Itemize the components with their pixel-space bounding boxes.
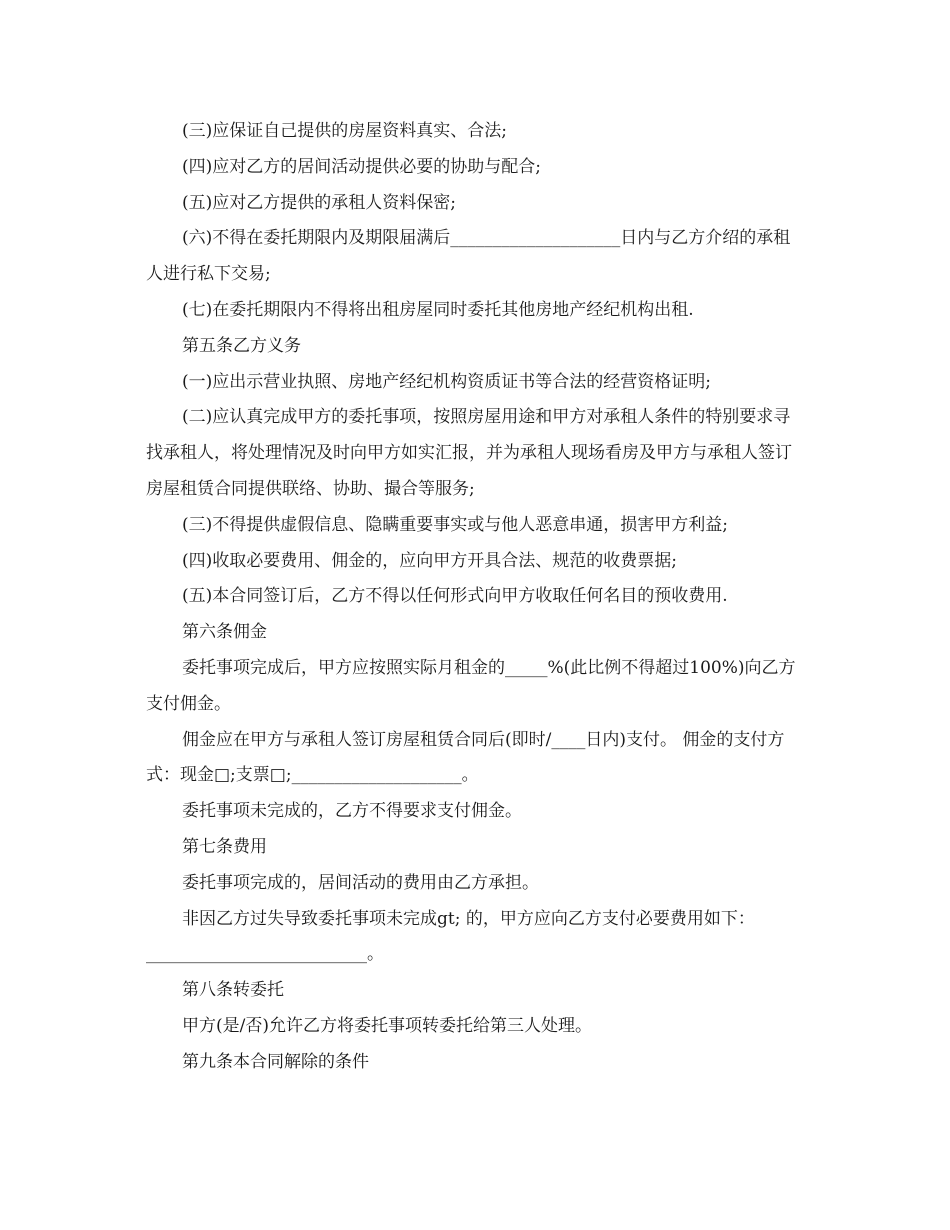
clause-4-item-4: (四)应对乙方的居间活动提供必要的协助与配合; bbox=[182, 156, 541, 177]
clause-6-no-commission: 委托事项未完成的，乙方不得要求支付佣金。 bbox=[182, 801, 522, 822]
clause-5-item-4: (四)收取必要费用、佣金的，应向甲方开具合法、规范的收费票据; bbox=[182, 550, 677, 571]
clause-4-item-7: (七)在委托期限内不得将出租房屋同时委托其他房地产经纪机构出租. bbox=[182, 299, 694, 320]
clause-5-item-1: (一)应出示营业执照、房地产经纪机构资质证书等合法的经营资格证明; bbox=[182, 371, 711, 392]
clause-6-payment-method: 佣金应在甲方与承租人签订房屋租赁合同后(即时/____日内)支付。 佣金的支付方式：现金□;支票□;____________________。 bbox=[146, 729, 785, 786]
clause-5-item-3: (三)不得提供虚假信息、隐瞒重要事实或与他人恶意串通，损害甲方利益; bbox=[182, 514, 728, 535]
clause-5-item-2: (二)应认真完成甲方的委托事项，按照房屋用途和甲方对承租人条件的特别要求寻找承租人，将处理情况及时向甲方如实汇报，并为承租人现场看房及甲方与承租人签订房屋租赁合同提供联络、协助、撮合等服务; bbox=[146, 407, 792, 499]
clause-5-heading: 第五条乙方义务 bbox=[182, 335, 301, 356]
clause-4-item-3: (三)应保证自己提供的房屋资料真实、合法; bbox=[182, 121, 507, 141]
clause-4-item-5: (五)应对乙方提供的承租人资料保密; bbox=[182, 192, 456, 213]
clause-6-heading: 第六条佣金 bbox=[182, 622, 267, 643]
clause-7-heading: 第七条费用 bbox=[182, 836, 267, 857]
clause-5-item-5: (五)本合同签订后，乙方不得以任何形式向甲方收取任何名目的预收费用. bbox=[182, 586, 728, 607]
clause-6-commission-rate: 委托事项完成后，甲方应按照实际月租金的_____%(此比例不得超过100%)向乙方支付佣金。 bbox=[146, 657, 796, 714]
clause-4-item-6: (六)不得在委托期限内及期限届满后____________________日内与乙方介绍的承租人进行私下交易; bbox=[146, 228, 791, 285]
clause-8-subdelegation: 甲方(是/否)允许乙方将委托事项转委托给第三人处理。 bbox=[182, 1015, 592, 1036]
document-body bbox=[146, 114, 806, 1081]
clause-7-costs-borne: 委托事项完成的，居间活动的费用由乙方承担。 bbox=[182, 872, 539, 893]
clause-8-heading: 第八条转委托 bbox=[182, 980, 284, 1001]
clause-9-heading: 第九条本合同解除的条件 bbox=[182, 1051, 369, 1072]
clause-7-necessary-costs: 非因乙方过失导致委托事项未完成gt; 的，甲方应向乙方支付必要费用如下：__________________________。 bbox=[146, 908, 755, 965]
